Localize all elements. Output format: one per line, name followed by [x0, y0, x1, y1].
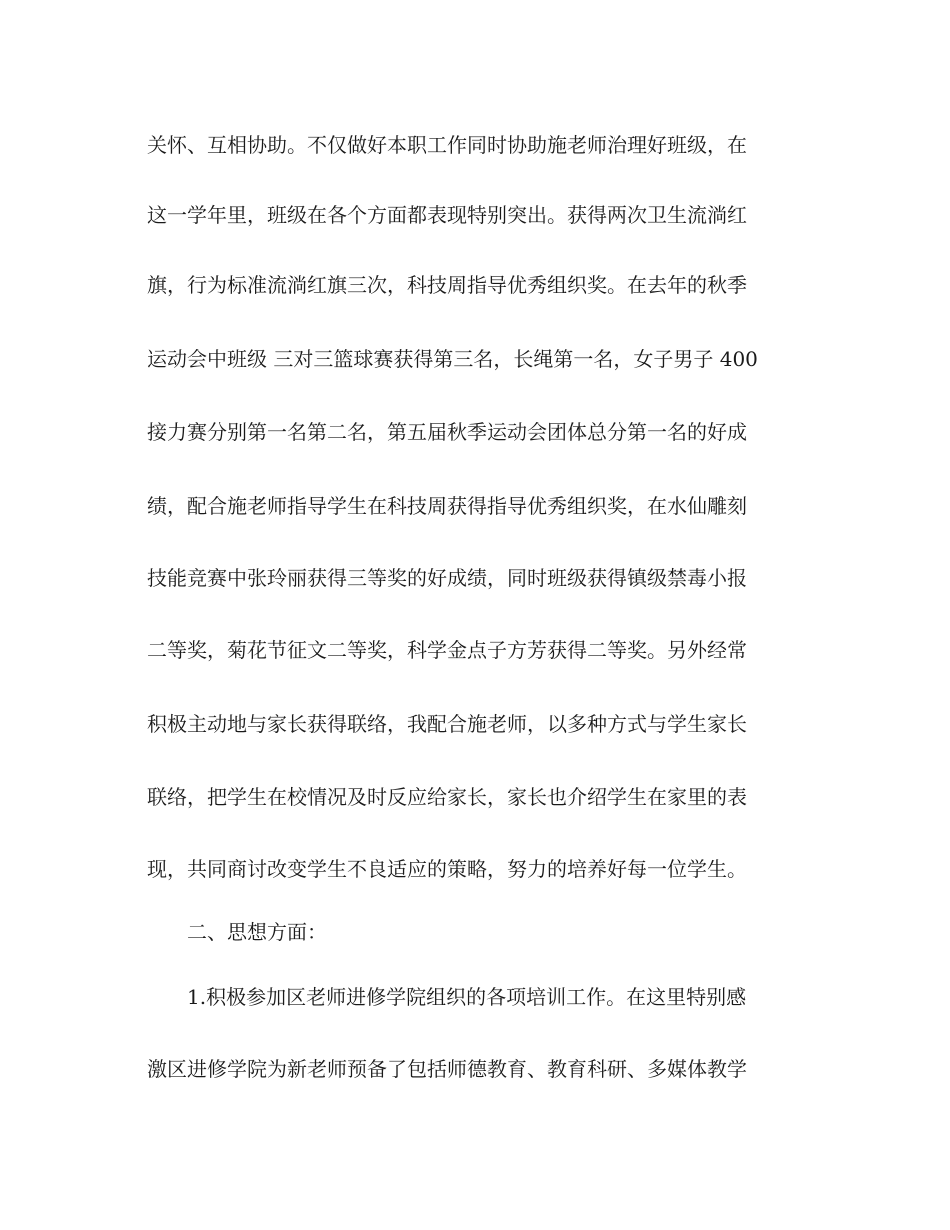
section-heading: 二、思想方面：	[187, 920, 327, 944]
paragraph-line: 关怀、互相协助。不仅做好本职工作同时协助施老师治理好班级，在	[147, 133, 747, 157]
paragraph-line: 激区进修学院为新老师预备了包括师德教育、教育科研、多媒体教学	[147, 1057, 747, 1081]
paragraph-line: 运动会中班级 三对三篮球赛获得第三名，长绳第一名，女子男子 400	[147, 347, 758, 371]
paragraph-line: 1.积极参加区老师进修学院组织的各项培训工作。在这里特别感	[187, 985, 747, 1009]
paragraph-line: 现，共同商讨改变学生不良适应的策略，努力的培养好每一位学生。	[147, 857, 747, 881]
paragraph-line: 这一学年里，班级在各个方面都表现特别突出。获得两次卫生流淌红	[147, 203, 747, 227]
paragraph-line: 联络，把学生在校情况及时反应给家长，家长也介绍学生在家里的表	[147, 785, 747, 809]
paragraph-line: 绩，配合施老师指导学生在科技周获得指导优秀组织奖，在水仙雕刻	[147, 494, 747, 518]
paragraph-line: 技能竞赛中张玲丽获得三等奖的好成绩，同时班级获得镇级禁毒小报	[147, 566, 747, 590]
paragraph-line: 二等奖，菊花节征文二等奖，科学金点子方芳获得二等奖。另外经常	[147, 638, 747, 662]
paragraph-line: 接力赛分别第一名第二名，第五届秋季运动会团体总分第一名的好成	[147, 420, 747, 444]
paragraph-line: 旗，行为标准流淌红旗三次，科技周指导优秀组织奖。在去年的秋季	[147, 273, 747, 297]
paragraph-line: 积极主动地与家长获得联络，我配合施老师，以多种方式与学生家长	[147, 712, 747, 736]
